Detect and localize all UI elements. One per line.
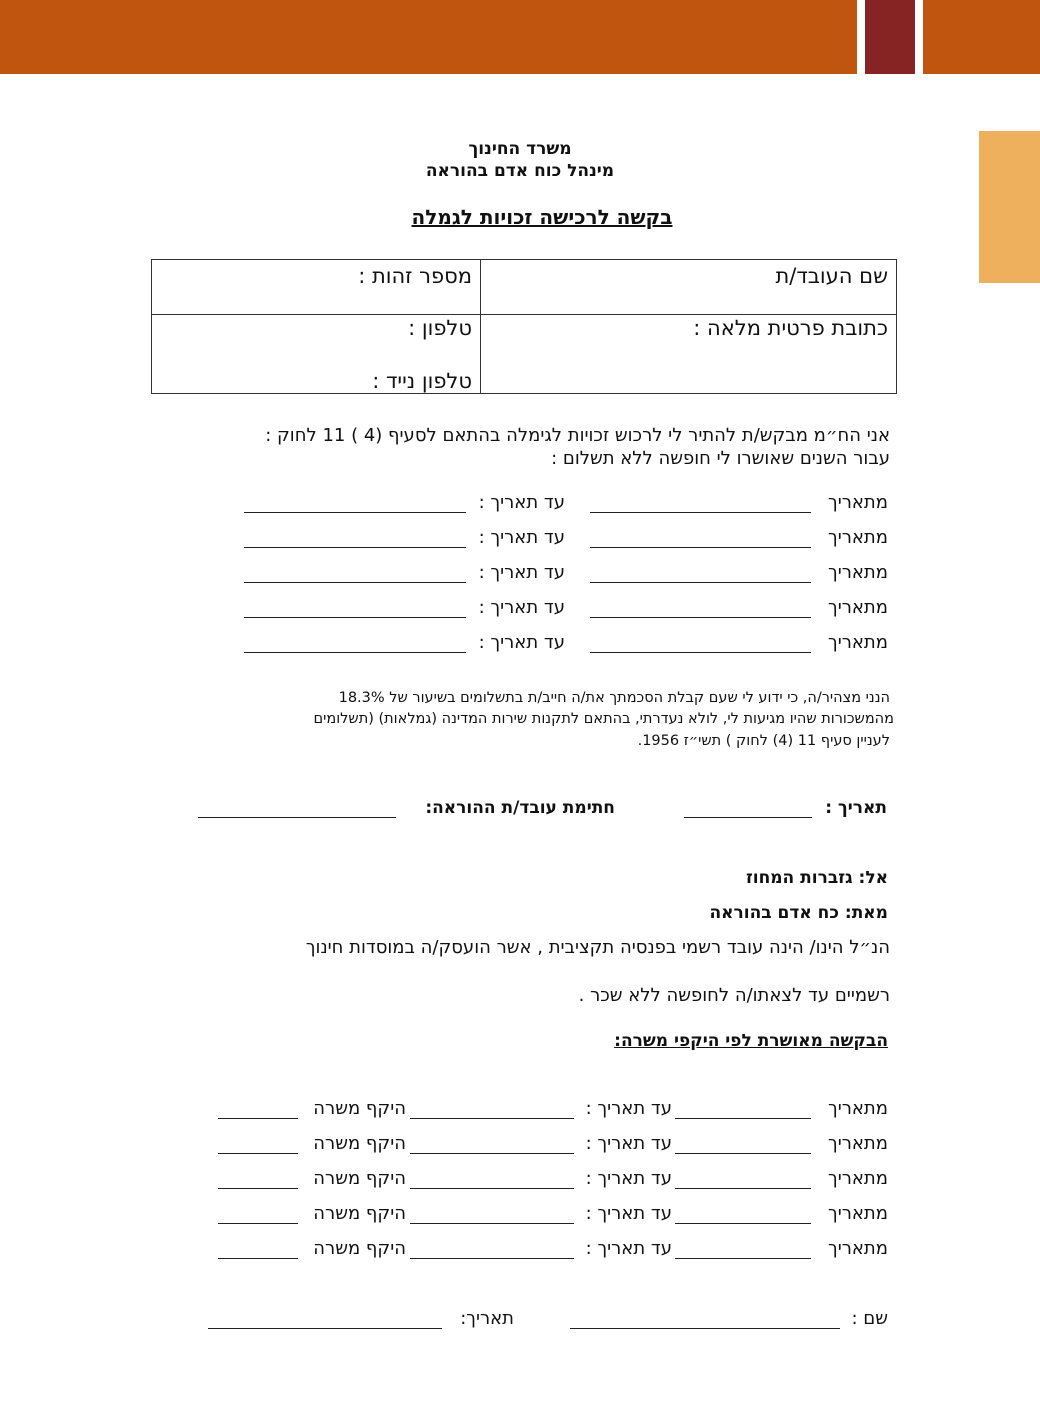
- teacher-signature-label: חתימת עובד/ת ההוראה:: [425, 798, 615, 818]
- job-scope-label: היקף משרה: [313, 1133, 406, 1154]
- top-banner: [0, 0, 1040, 74]
- approval-to-label: עד תאריך :: [585, 1133, 672, 1154]
- from-date-line[interactable]: [590, 617, 811, 618]
- to-date-label: עד תאריך :: [478, 527, 565, 548]
- mobile-phone-field[interactable]: טלפון נייד :: [372, 369, 472, 393]
- memo-to: אל: גזברות המחוז: [745, 868, 888, 888]
- from-date-label: מתאריך: [828, 562, 888, 583]
- request-line-1: אני הח״מ מבקש/ת להתיר לי לרכוש זכויות לגימלה בהתאם לסעיף (4 ) 11 לחוק :: [265, 425, 890, 446]
- form-title: בקשה לרכישה זכויות לגמלה: [411, 205, 673, 229]
- teacher-signature-line[interactable]: [198, 817, 396, 818]
- approval-heading: הבקשה מאושרת לפי היקפי משרה:: [614, 1031, 888, 1051]
- from-date-label: מתאריך: [828, 632, 888, 653]
- to-date-label: עד תאריך :: [478, 597, 565, 618]
- ministry-name: משרד החינוך: [468, 139, 572, 159]
- approval-to-line[interactable]: [410, 1118, 574, 1119]
- to-date-label: עד תאריך :: [478, 492, 565, 513]
- job-scope-label: היקף משרה: [313, 1098, 406, 1119]
- declaration-line-1: הנני מצהיר/ה, כי ידוע לי שעם קבלת הסכמתך את/ה חייב/ת בתשלומים בשיעור של 18.3%: [338, 690, 890, 706]
- memo-from: מאת: כח אדם בהוראה: [709, 903, 888, 923]
- approval-from-label: מתאריך: [828, 1238, 888, 1259]
- approval-from-label: מתאריך: [828, 1203, 888, 1224]
- approval-from-line[interactable]: [675, 1153, 811, 1154]
- job-scope-line[interactable]: [218, 1258, 298, 1259]
- job-scope-label: היקף משרה: [313, 1238, 406, 1259]
- from-date-label: מתאריך: [828, 597, 888, 618]
- approval-from-line[interactable]: [675, 1188, 811, 1189]
- to-date-line[interactable]: [244, 582, 466, 583]
- banner-stripe-white: [857, 0, 865, 74]
- job-scope-label: היקף משרה: [313, 1168, 406, 1189]
- signature-date-label: תאריך :: [825, 798, 887, 818]
- footer-name-label: שם :: [851, 1308, 888, 1329]
- approval-from-label: מתאריך: [828, 1133, 888, 1154]
- employee-details-table: [151, 259, 897, 394]
- phone-field[interactable]: טלפון :: [408, 316, 472, 340]
- from-date-line[interactable]: [590, 582, 811, 583]
- approval-to-line[interactable]: [410, 1223, 574, 1224]
- approval-to-label: עד תאריך :: [585, 1098, 672, 1119]
- declaration-line-3: לעניין סעיף 11 (4) לחוק ) תשי״ז 1956.: [637, 733, 890, 749]
- footer-date-line[interactable]: [208, 1328, 442, 1329]
- approval-to-line[interactable]: [410, 1153, 574, 1154]
- footer-date-label: תאריך:: [460, 1308, 514, 1329]
- from-date-line[interactable]: [590, 547, 811, 548]
- approval-from-line[interactable]: [675, 1118, 811, 1119]
- job-scope-line[interactable]: [218, 1118, 298, 1119]
- employee-name-field[interactable]: שם העובד/ת: [775, 264, 888, 288]
- footer-name-line[interactable]: [570, 1328, 840, 1329]
- to-date-line[interactable]: [244, 547, 466, 548]
- approval-to-label: עד תאריך :: [585, 1203, 672, 1224]
- approval-to-line[interactable]: [410, 1258, 574, 1259]
- job-scope-label: היקף משרה: [313, 1203, 406, 1224]
- to-date-label: עד תאריך :: [478, 632, 565, 653]
- banner-stripe-white: [915, 0, 923, 74]
- to-date-line[interactable]: [244, 512, 466, 513]
- job-scope-line[interactable]: [218, 1153, 298, 1154]
- banner-stripe-dark: [865, 0, 915, 74]
- address-field[interactable]: כתובת פרטית מלאה :: [693, 316, 888, 340]
- department-name: מינהל כוח אדם בהוראה: [425, 161, 615, 181]
- approval-from-line[interactable]: [675, 1258, 811, 1259]
- to-date-line[interactable]: [244, 652, 466, 653]
- id-number-field[interactable]: מספר זהות :: [358, 264, 472, 288]
- request-line-2: עבור השנים שאושרו לי חופשה ללא תשלום :: [551, 448, 890, 469]
- memo-body-line-1: הנ״ל הינו/ הינה עובד רשמי בפנסיה תקציבית , אשר הועסק/ה במוסדות חינוך: [305, 937, 890, 958]
- memo-body-line-2: רשמיים עד לצאתו/ה לחופשה ללא שכר .: [578, 985, 890, 1006]
- job-scope-line[interactable]: [218, 1188, 298, 1189]
- to-date-line[interactable]: [244, 617, 466, 618]
- to-date-label: עד תאריך :: [478, 562, 565, 583]
- approval-from-label: מתאריך: [828, 1098, 888, 1119]
- from-date-line[interactable]: [590, 652, 811, 653]
- approval-to-line[interactable]: [410, 1188, 574, 1189]
- declaration-line-2: מהמשכורות שהיו מגיעות לי, לולא נעדרתי, בהתאם לתקנות שירות המדינה (גמלאות) (תשלומים: [313, 711, 894, 727]
- approval-to-label: עד תאריך :: [585, 1238, 672, 1259]
- signature-date-line[interactable]: [684, 817, 812, 818]
- from-date-label: מתאריך: [828, 527, 888, 548]
- job-scope-line[interactable]: [218, 1223, 298, 1224]
- approval-to-label: עד תאריך :: [585, 1168, 672, 1189]
- approval-from-line[interactable]: [675, 1223, 811, 1224]
- approval-from-label: מתאריך: [828, 1168, 888, 1189]
- from-date-label: מתאריך: [828, 492, 888, 513]
- from-date-line[interactable]: [590, 512, 811, 513]
